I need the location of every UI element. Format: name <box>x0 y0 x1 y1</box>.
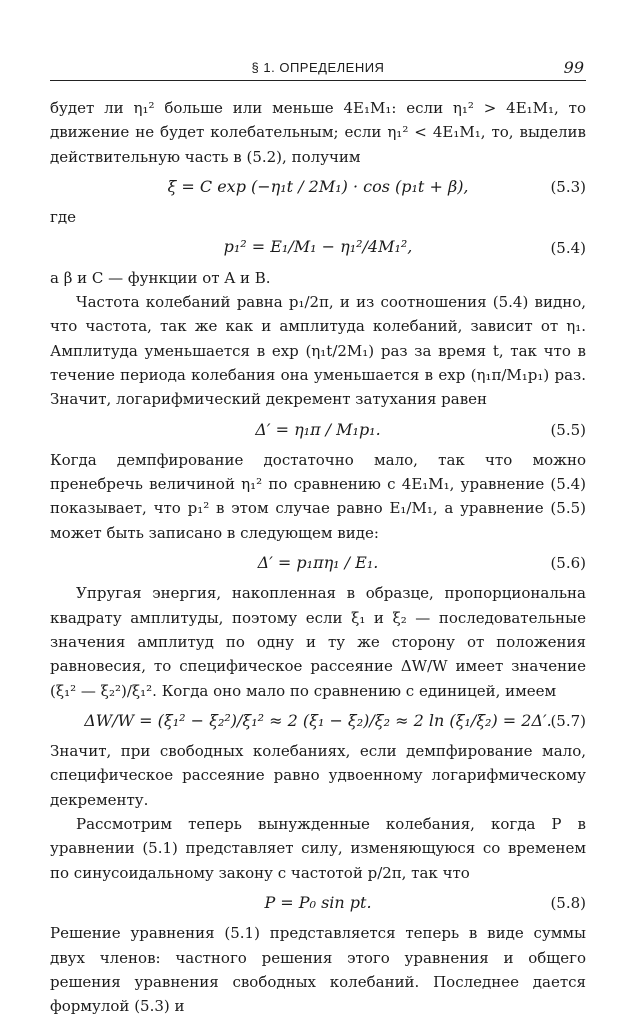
paragraph: Упругая энергия, накопленная в образце, пропорциональна квадрату амплитуды, поэтому если ξ₁ и ξ₂ — последовательные значения амплитуд по одну и ту же сторону от положения равновесия, то специфическое рассеяние ΔW/W имеет значение (ξ₁² — ξ₂²)/ξ₁². Когда оно мало по сравнению с единицей, имеем <box>50 584 586 700</box>
equation-number: (5.6) <box>550 554 586 573</box>
paragraph: Когда демпфирование достаточно мало, так что можно пренебречь величиной η₁² по сравнению с 4E₁M₁, уравнение (5.4) показывает, что p₁² в этом случае равно E₁/M₁, а уравнение (5.5) может быть записано в следующем виде: <box>50 450 586 542</box>
page-number: 99 <box>563 58 584 77</box>
equation-5-7 <box>50 709 586 733</box>
section-title: § 1. ОПРЕДЕЛЕНИЯ <box>251 60 385 75</box>
equation-5-6 <box>50 551 586 575</box>
equation-text: p₁² = E₁/M₁ − η₁²/4M₁², <box>223 237 413 257</box>
page-body <box>50 96 586 1018</box>
equation-5-8 <box>50 891 586 915</box>
paragraph: Решение уравнения (5.1) представляется теперь в виде суммы двух членов: частного решения этого уравнения и общего решения уравнения свободных колебаний. Последнее дается формулой (5.3) и <box>50 924 586 1016</box>
equation-text: Δ′ = η₁π / M₁p₁. <box>255 419 381 439</box>
equation-5-3 <box>50 175 586 199</box>
equation-text: ξ = C exp (−η₁t / 2M₁) · cos (p₁t + β), <box>167 176 469 196</box>
paragraph: Рассмотрим теперь вынужденные колебания, когда P в уравнении (5.1) представляет силу, изменяющуюся со временем по синусоидальному закону с частотой p/2π, так что <box>50 815 586 882</box>
equation-5-4 <box>50 235 586 259</box>
equation-text: P = P₀ sin pt. <box>264 892 372 912</box>
equation-5-5 <box>50 418 586 442</box>
paragraph: а β и C — функции от A и B. <box>50 268 271 287</box>
running-header <box>50 58 586 81</box>
paragraph: будет ли η₁² больше или меньше 4E₁M₁: если η₁² > 4E₁M₁, то движение не будет колебательным; если η₁² < 4E₁M₁, то, выделив действительную часть в (5.2), получим <box>50 99 586 166</box>
equation-number: (5.5) <box>550 420 586 439</box>
equation-number: (5.3) <box>550 177 586 196</box>
equation-number: (5.4) <box>550 238 586 257</box>
paragraph: Значит, при свободных колебаниях, если демпфирование мало, специфическое рассеяние равно удвоенному логарифмическому декременту. <box>50 742 586 809</box>
equation-number: (5.8) <box>550 893 586 912</box>
equation-number: (5.7) <box>550 711 586 730</box>
paragraph: Частота колебаний равна p₁/2π, и из соотношения (5.4) видно, что частота, так же как и амплитуда колебаний, зависит от η₁. Амплитуда уменьшается в exp (η₁t/2M₁) раз за время t, так что в течение периода колебания она уменьшается в exp (η₁π/M₁p₁) раз. Значит, логарифмический декремент затухания равен <box>50 293 586 409</box>
equation-text: Δ′ = p₁πη₁ / E₁. <box>257 553 379 573</box>
equation-text: ΔW/W = (ξ₁² − ξ₂²)/ξ₁² ≈ 2 (ξ₁ − ξ₂)/ξ₂ ≈ 2 ln (ξ₁/ξ₂) = 2Δ′. <box>84 710 552 730</box>
paragraph: где <box>50 208 76 227</box>
